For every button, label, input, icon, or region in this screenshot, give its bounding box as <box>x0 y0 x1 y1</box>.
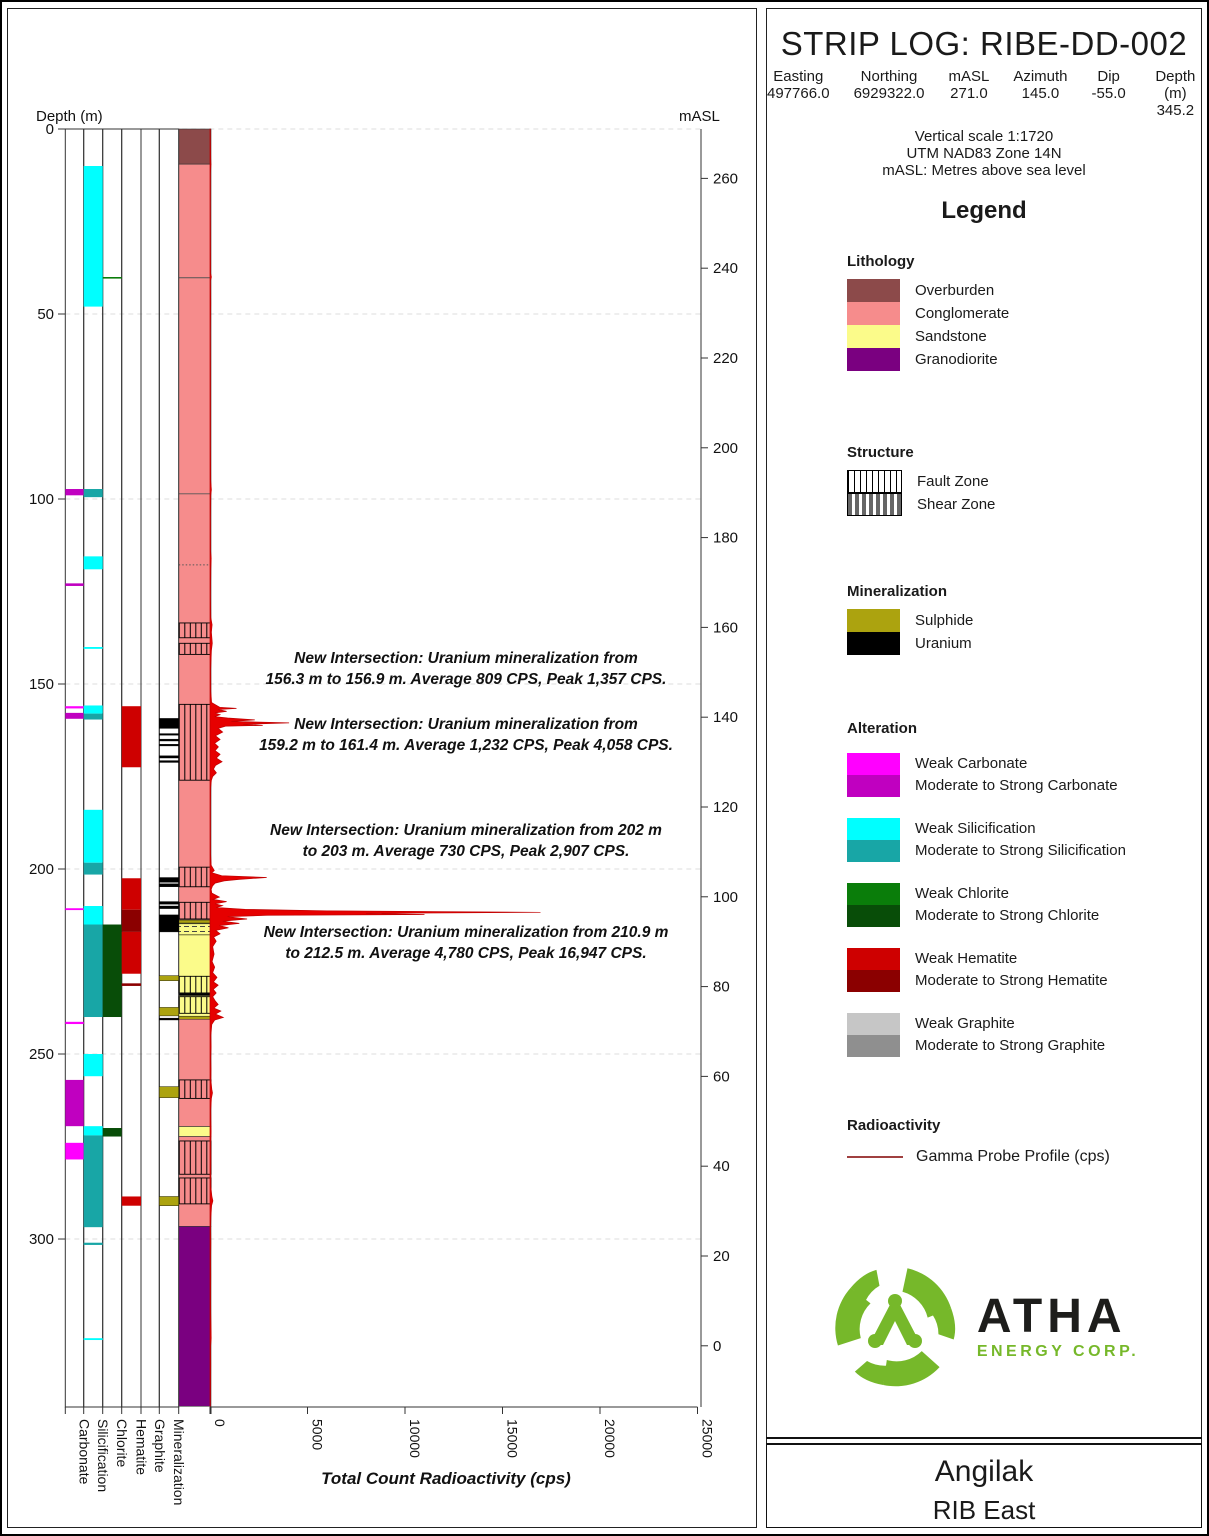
svg-text:150: 150 <box>28 676 54 694</box>
svg-text:0: 0 <box>212 1419 228 1427</box>
weak-label: Weak Graphite <box>915 1015 1015 1032</box>
strong-label: Moderate to Strong Graphite <box>915 1037 1106 1054</box>
svg-text:New Intersection: Uranium mine: New Intersection: Uranium mineralization from <box>294 716 638 733</box>
legend-label: Overburden <box>915 282 995 299</box>
company-name: ATHA <box>976 1290 1127 1343</box>
strong-label: Moderate to Strong Carbonate <box>915 777 1118 794</box>
meta-column <box>854 68 925 119</box>
svg-text:Hematite: Hematite <box>133 1419 150 1476</box>
atha-logo-text <box>976 1290 1140 1361</box>
meta-value: 345.2 <box>1156 102 1195 119</box>
svg-text:25000: 25000 <box>699 1419 716 1458</box>
svg-text:New Intersection: Uranium mine: New Intersection: Uranium mineralization from 202 m <box>270 822 662 839</box>
weak-label: Weak Chlorite <box>915 885 1009 902</box>
meta-label: Azimuth <box>1013 68 1068 85</box>
axes <box>29 108 738 1505</box>
alteration-labels <box>915 818 1126 862</box>
svg-text:180: 180 <box>713 529 739 547</box>
company-logo <box>767 1261 1201 1393</box>
strong-label: Moderate to Strong Chlorite <box>915 907 1100 924</box>
alteration-labels <box>915 1013 1105 1057</box>
svg-text:159.2 m to 161.4 m. Average 1,: 159.2 m to 161.4 m. Average 1,232 CPS, Peak 4,058 CPS. <box>259 737 673 754</box>
legend-row <box>847 470 1191 493</box>
alteration-swatches <box>847 818 900 862</box>
legend-radioactivity-title: Radioactivity <box>847 1117 941 1134</box>
weak-swatch <box>847 818 900 840</box>
svg-text:200: 200 <box>28 861 54 879</box>
svg-text:to 212.5 m. Average 4,780 CPS,: to 212.5 m. Average 4,780 CPS, Peak 16,947 CPS. <box>285 945 647 962</box>
svg-text:100: 100 <box>713 888 739 906</box>
svg-text:156.3 m to 156.9 m. Average 80: 156.3 m to 156.9 m. Average 809 CPS, Peak 1,357 CPS. <box>265 671 667 688</box>
weak-swatch <box>847 948 900 970</box>
meta-label: mASL <box>948 68 990 85</box>
svg-text:120: 120 <box>713 798 739 816</box>
legend-swatch <box>847 302 900 325</box>
svg-text:0: 0 <box>713 1337 722 1355</box>
alteration-tracks <box>65 129 178 1407</box>
svg-text:Graphite: Graphite <box>152 1419 169 1473</box>
legend-row <box>847 632 1191 655</box>
legend-swatch <box>847 609 900 632</box>
alteration-swatches <box>847 753 900 797</box>
legend-label: Sulphide <box>915 612 974 629</box>
svg-text:80: 80 <box>713 978 730 996</box>
svg-text:New Intersection: Uranium mine: New Intersection: Uranium mineralization from 210.9 m <box>263 924 669 941</box>
alteration-pair <box>847 948 1191 992</box>
meta-value: 497766.0 <box>767 85 830 102</box>
alteration-swatches <box>847 883 900 927</box>
legend-swatch <box>847 348 900 371</box>
alteration-labels <box>915 948 1108 992</box>
legend-title: Legend <box>941 197 1027 224</box>
meta-label: Easting <box>773 68 824 85</box>
alteration-pair <box>847 883 1191 927</box>
svg-text:Carbonate: Carbonate <box>76 1419 93 1485</box>
svg-text:Chlorite: Chlorite <box>114 1419 131 1468</box>
svg-text:to 203 m. Average 730 CPS, Pea: to 203 m. Average 730 CPS, Peak 2,907 CPS. <box>302 843 630 860</box>
legend-label: Conglomerate <box>915 305 1010 322</box>
legend-row <box>847 493 1191 516</box>
svg-text:20: 20 <box>713 1247 730 1265</box>
svg-text:260: 260 <box>713 170 739 188</box>
svg-text:60: 60 <box>713 1068 730 1086</box>
meta-label: Dip <box>1097 68 1120 85</box>
svg-text:5000: 5000 <box>309 1419 326 1451</box>
scale-note-line: mASL: Metres above sea level <box>882 162 1086 179</box>
strong-swatch <box>847 905 900 927</box>
svg-text:New Intersection: Uranium mine: New Intersection: Uranium mineralization from <box>294 650 638 667</box>
svg-text:Depth (m): Depth (m) <box>36 108 103 125</box>
alteration-pair <box>847 818 1191 862</box>
svg-text:15000: 15000 <box>504 1419 521 1458</box>
meta-value: -55.0 <box>1091 85 1126 102</box>
legend-row <box>847 609 1191 632</box>
alteration-labels <box>915 883 1099 927</box>
svg-text:240: 240 <box>713 260 739 278</box>
log-title: STRIP LOG: RIBE-DD-002 <box>780 25 1188 62</box>
svg-text:10000: 10000 <box>407 1419 423 1458</box>
strong-label: Moderate to Strong Hematite <box>915 972 1108 989</box>
project-area: RIB East <box>932 1495 1036 1525</box>
footer-separator <box>766 1437 1202 1442</box>
meta-value: 145.0 <box>1021 85 1060 102</box>
scale-note-line: UTM NAD83 Zone 14N <box>906 145 1062 162</box>
alteration-pair <box>847 1013 1191 1057</box>
svg-text:Total Count Radioactivity (cps: Total Count Radioactivity (cps) <box>321 1469 571 1488</box>
svg-text:220: 220 <box>713 349 739 367</box>
svg-text:mASL: mASL <box>679 108 720 125</box>
svg-text:140: 140 <box>713 709 739 727</box>
svg-text:160: 160 <box>713 619 739 637</box>
strong-swatch <box>847 1035 900 1057</box>
scale-notes <box>767 128 1201 179</box>
legend-lithology <box>847 253 1191 371</box>
legend-row <box>847 325 1191 348</box>
collar-metadata <box>767 68 1201 119</box>
legend-label: Uranium <box>915 635 972 652</box>
legend-row <box>847 348 1191 371</box>
meta-column <box>948 68 989 119</box>
alteration-labels <box>915 753 1118 797</box>
legend-swatch <box>847 493 902 516</box>
weak-label: Weak Silicification <box>915 820 1036 837</box>
svg-text:40: 40 <box>713 1158 730 1176</box>
company-subtitle: ENERGY CORP. <box>976 1343 1140 1360</box>
project-footer <box>766 1443 1202 1528</box>
legend-mineralization <box>847 583 1191 655</box>
project-name: Angilak <box>934 1455 1034 1488</box>
strip-log-chart-panel <box>7 8 757 1528</box>
svg-text:Silicification: Silicification <box>95 1419 112 1493</box>
svg-text:0: 0 <box>45 121 54 138</box>
weak-label: Weak Hematite <box>915 950 1018 967</box>
gamma-legend-row <box>847 1148 1191 1166</box>
strip-log-chart <box>8 9 754 1525</box>
atha-logo-icon <box>829 1261 961 1393</box>
legend-alteration-title: Alteration <box>847 720 918 737</box>
legend-structure <box>847 444 1191 516</box>
svg-text:100: 100 <box>28 491 54 509</box>
legend-mineralization-title: Mineralization <box>847 583 948 600</box>
meta-value: 271.0 <box>950 85 988 102</box>
weak-label: Weak Carbonate <box>915 755 1028 772</box>
weak-swatch <box>847 883 900 905</box>
svg-text:250: 250 <box>28 1046 54 1064</box>
legend-row <box>847 302 1191 325</box>
strong-swatch <box>847 775 900 797</box>
legend-label: Sandstone <box>915 328 987 345</box>
log-header <box>767 25 1201 179</box>
strong-label: Moderate to Strong Silicification <box>915 842 1126 859</box>
meta-column <box>767 68 830 119</box>
legend-swatch <box>847 279 900 302</box>
legend-alteration <box>847 720 1191 1078</box>
legend-swatch <box>847 325 900 348</box>
legend-label: Granodiorite <box>915 351 998 368</box>
strong-swatch <box>847 840 900 862</box>
legend-swatch <box>847 470 902 493</box>
gamma-profile <box>210 129 541 1407</box>
gamma-line-swatch <box>847 1156 903 1158</box>
svg-text:300: 300 <box>28 1231 54 1249</box>
legend-lithology-title: Lithology <box>847 253 915 270</box>
weak-swatch <box>847 753 900 775</box>
svg-text:200: 200 <box>713 439 739 457</box>
meta-label: Depth (m) <box>1155 68 1196 102</box>
meta-column <box>1150 68 1201 119</box>
legend-radioactivity <box>847 1117 1191 1166</box>
meta-column <box>1092 68 1126 119</box>
svg-text:Mineralization: Mineralization <box>171 1419 187 1506</box>
svg-text:20000: 20000 <box>602 1419 618 1458</box>
info-panel <box>766 8 1202 1528</box>
alteration-swatches <box>847 948 900 992</box>
legend-label: Gamma Probe Profile (cps) <box>916 1148 1110 1165</box>
legend-structure-title: Structure <box>847 444 914 461</box>
alteration-swatches <box>847 1013 900 1057</box>
legend-label: Shear Zone <box>917 496 996 513</box>
svg-text:50: 50 <box>37 306 54 324</box>
strong-swatch <box>847 970 900 992</box>
scale-note-line: Vertical scale 1:1720 <box>914 128 1054 145</box>
meta-label: Northing <box>860 68 918 85</box>
meta-column <box>1013 68 1067 119</box>
weak-swatch <box>847 1013 900 1035</box>
alteration-pair <box>847 753 1191 797</box>
legend-swatch <box>847 632 900 655</box>
legend-row <box>847 279 1191 302</box>
meta-value: 6929322.0 <box>853 85 925 102</box>
legend-label: Fault Zone <box>917 473 989 490</box>
